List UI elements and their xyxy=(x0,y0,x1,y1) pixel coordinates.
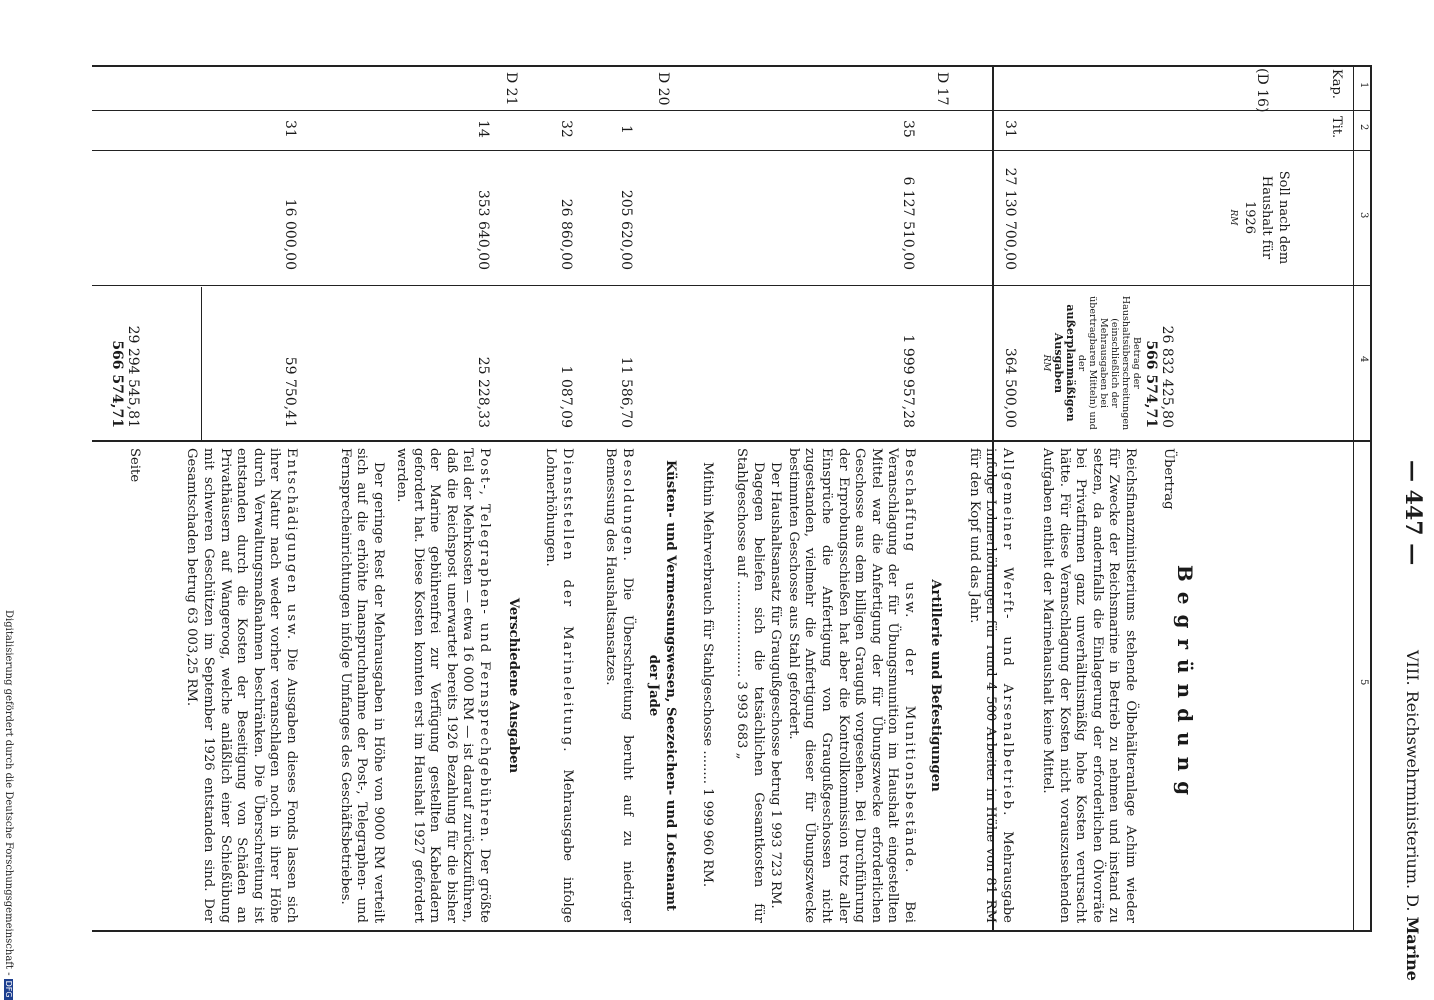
header-betrag-unit: RM xyxy=(1041,354,1052,372)
row-14-tit: 14 xyxy=(475,120,491,138)
header-betrag-bold: außerplanmäßigen Ausgaben xyxy=(1052,304,1077,422)
column-number-1: 1 xyxy=(1358,82,1369,89)
row-31a-soll: 27 130 700,00 xyxy=(1002,167,1018,270)
row-31b-betrag: 59 750,41 xyxy=(282,356,298,428)
uebertrag-amount: 26 832 425,80 xyxy=(1159,325,1175,428)
row-35-soll: 6 127 510,00 xyxy=(900,176,916,270)
row-14-soll: 353 640,00 xyxy=(475,189,491,270)
header-tit: Tit. xyxy=(1329,116,1344,139)
text-p3-head: Beschaffung usw. der Munitionsbestände. xyxy=(902,448,917,875)
text-p2-content: Mehrausgabe infolge Lohnerhöhungen für rund 4 500 Arbeiter in Höhe von 81 RM für den Kopf und das Jahr. xyxy=(966,448,1015,923)
text-p8-head: Dienststellen der Marineleitung. xyxy=(560,448,575,754)
kapitel-d17: D 17 xyxy=(934,72,950,106)
text-p10-content: Der geringe Rest der Mehrausgaben in Höhe von 9000 RM verteilt sich auf die erhöhte Inanspruchnahme der Post-, Telegraphen- und Fernsprecheinrichtungen infolge Umfanges des Geschäftsbetriebes. xyxy=(337,448,386,923)
kapitel-d16: (D 16) xyxy=(1254,68,1270,113)
text-p7-content: Die Überschreitung beruht auf zu niedriger Bemessung des Haushaltsansatzes. xyxy=(603,448,635,923)
seite-amount: 29 294 545,81 xyxy=(125,325,141,428)
uebertrag-amount-bold: 566 574,71 xyxy=(1143,340,1159,428)
header-begruendung: Begründung xyxy=(1173,564,1197,806)
text-p5-value: 3 993 683 „ xyxy=(734,681,750,760)
text-p9-content: Der größte Teil der Mehrkosten — etwa 16 000 RM — ist darauf zurückzuführen, daß die Reichspost unerwartet bereits 1926 Bezahlung für die bisher der Marine gebührenfrei zur Verfügung gestellten Kabeladern gefordert hat. Diese Kosten konnten erst im Haushalt 1927 gefordert werden. xyxy=(394,448,492,923)
row-1-soll: 205 620,00 xyxy=(618,189,634,270)
row-1-betrag: 11 586,70 xyxy=(618,356,634,428)
column-number-3: 3 xyxy=(1358,212,1369,219)
header-kap: Kap. xyxy=(1329,69,1344,99)
row-1-tit: 1 xyxy=(618,125,634,134)
dfg-logo: DFG xyxy=(4,980,13,998)
kapitel-d20: D 20 xyxy=(655,72,671,106)
row-14-betrag: 25 228,33 xyxy=(475,356,491,428)
running-head-marine: Marine xyxy=(1403,916,1422,981)
row-31a-tit: 31 xyxy=(1002,120,1018,138)
row-32-betrag: 1 087,09 xyxy=(558,365,574,428)
row-31a-betrag: 364 500,00 xyxy=(1002,347,1018,428)
seite-amount-bold: 566 574,71 xyxy=(109,340,125,428)
text-p7-head: Besoldungen. xyxy=(620,448,635,563)
page-number: — 447 — xyxy=(1400,460,1426,566)
seite-label-text: Seite xyxy=(127,448,142,483)
header-betrag-text: Betrag der Haushaltsüberschreitungen (einschließlich der Mehrausgaben bei übertragbaren Mitteln) und der xyxy=(1076,295,1142,431)
text-p8-content: Mehrausgabe infolge Lohnerhöhungen. xyxy=(543,448,575,923)
digitization-note-text: Digitalisierung gefördert durch die Deutsche Forschungsgemeinschaft - xyxy=(3,610,14,976)
header-soll-text: Soll nach dem Haushalt für 1926 xyxy=(1242,170,1291,265)
text-p5-content: Dagegen beliefen sich die tatsächlichen Gesamtkosten für Stahlgeschosse auf ....................... xyxy=(734,448,766,923)
kapitel-d21: D 21 xyxy=(503,72,519,106)
row-31b-tit: 31 xyxy=(282,120,298,138)
running-head-text: VIII. Reichswehrministerium. D. xyxy=(1403,650,1422,917)
digitization-note xyxy=(3,610,14,1000)
text-p9-head: Post-, Telegraphen- und Fernsprechgebühren. xyxy=(477,448,492,844)
text-p1-content: Reichsfinanzministeriums stehende Ölbehälteranlage Achim wieder für Zwecke der Reichsmarine in Betrieb zu nehmen und instand zu setzen, da andernfalls die Einlagerung der erforderlichen Ölvorräte bei Privatfirmen ganz unverhältnismäßig hohe Kosten verursacht hätte. Für diese Veranschlagung der Kosten nicht vorauszusehenden Aufgaben enthielt der Marinehaushalt keine Mittel. xyxy=(1040,448,1138,923)
text-p4-content: Der Haushaltsansatz für Graugußgeschosse betrug 1 993 723 RM. xyxy=(768,462,783,909)
header-soll-unit: RM xyxy=(1228,209,1238,226)
text-p3-content: Bei Veranschlagung der für Übungsmunition im Haushalt eingestellten Mittel war die Anfertigung der für Übungszwecke erforderlichen Geschosse aus dem billigen Grauguß vorgesehen. Bei Durchführung der Erprobungsschießen hat aber die Kontrollkommission trotz aller Einsprüche die Anfertigung von Graugußgeschossen nicht zugestanden, vielmehr die Anfertigung dieser für Übungszwecke bestimmten Geschosse aus Stahl gefordert. xyxy=(785,448,917,923)
row-35-betrag: 1 999 957,28 xyxy=(900,334,916,428)
row-35-tit: 35 xyxy=(900,120,916,138)
row-32-soll: 26 860,00 xyxy=(558,198,574,270)
column-number-4: 4 xyxy=(1358,356,1369,363)
text-p2-head: Allgemeiner Werft- und Arsenalbetrieb. xyxy=(1000,448,1015,818)
text-p6-content: Mithin Mehrverbrauch für Stahlgeschosse ........ 1 999 960 RM. xyxy=(700,462,715,888)
heading-artillerie-text: Artillerie und Befestigungen xyxy=(928,579,943,792)
uebertrag-label-text: Übertrag xyxy=(1161,448,1176,510)
heading-verschiedene-text: Verschiedene Ausgaben xyxy=(506,597,521,774)
column-number-5: 5 xyxy=(1358,679,1369,686)
column-number-2: 2 xyxy=(1358,124,1369,131)
text-p11-content: Die Ausgaben dieses Fonds lassen sich ihrer Natur nach weder vorher veranschlagen noch in ihrer Höhe durch Verwaltungsmaßnahmen beschränken. Die Überschreitung ist entstanden durch die Kosten der Beseitigung von Schäden an Privathäusern auf Wangeroog, welche anläßlich einer Schießübung mit schweren Geschützen im September 1926 entstanden sind. Der Gesamtschaden betrug 63 003,25 RM. xyxy=(184,448,299,923)
text-p11-head: Entschädigungen usw. xyxy=(284,448,299,642)
heading-kuesten-text: Küsten- und Vermessungswesen, Seezeichen- und Lotsenamt der Jade xyxy=(646,459,678,911)
row-31b-soll: 16 000,00 xyxy=(282,198,298,270)
row-32-tit: 32 xyxy=(558,120,574,138)
